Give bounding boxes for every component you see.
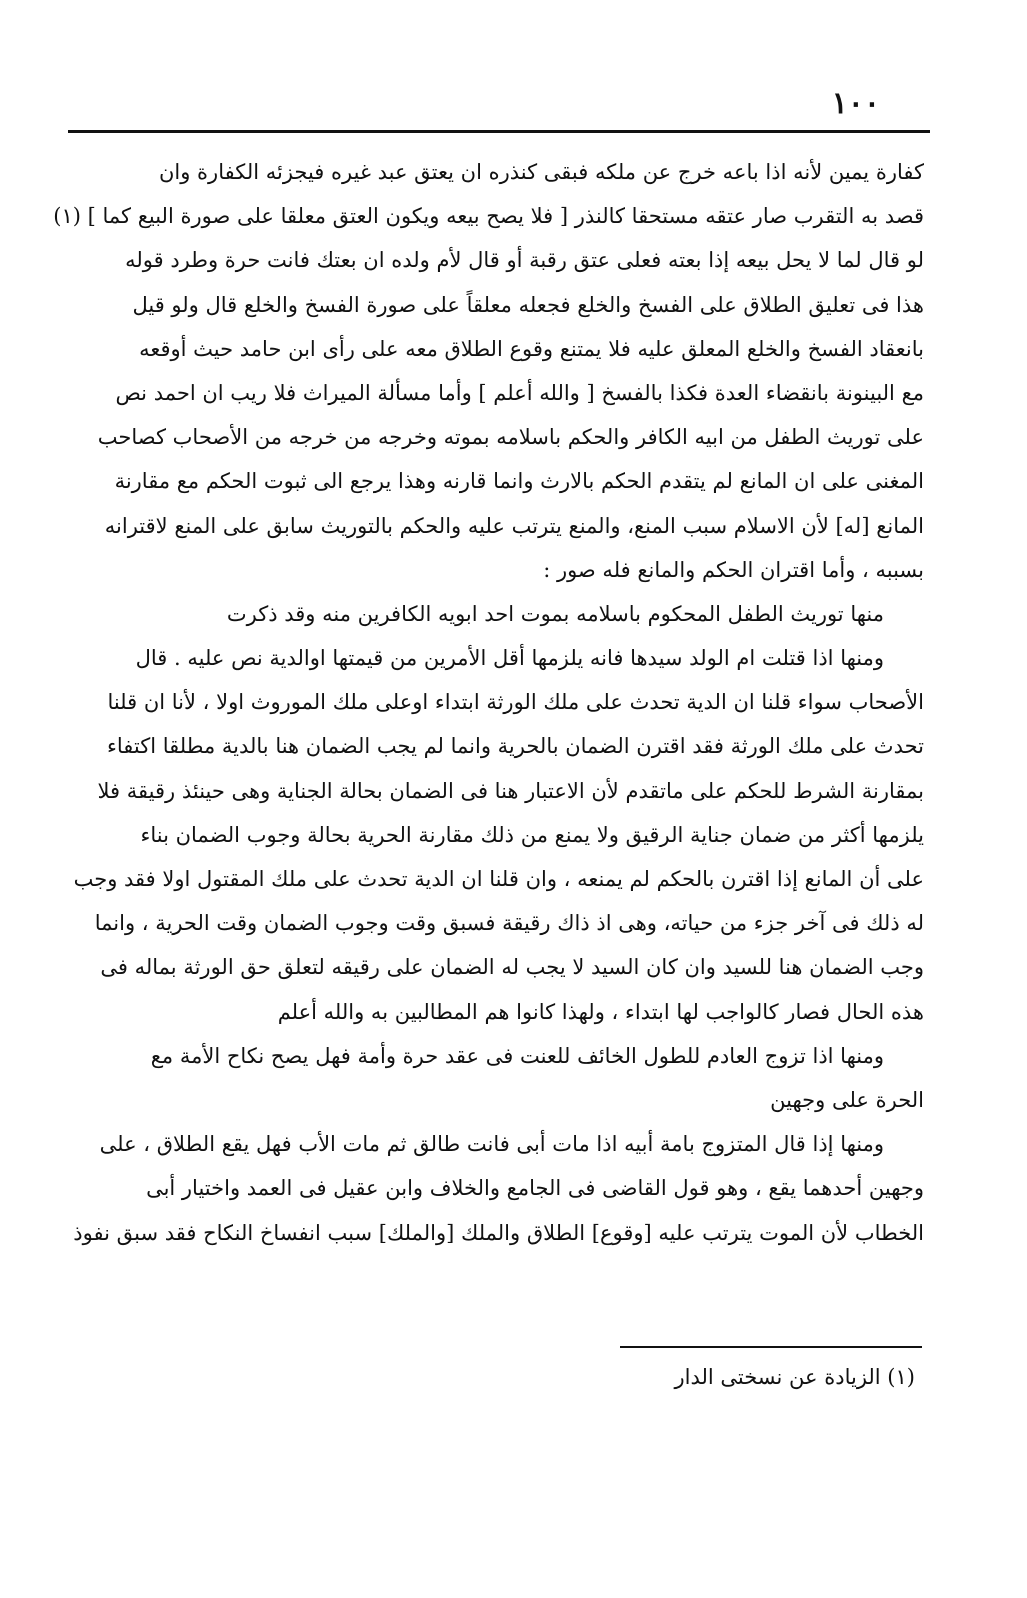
text-line: بمقارنة الشرط للحكم على ماتقدم لأن الاعتبار هنا فى الضمان بحالة الجناية وهى حينئذ رقيقة فلا — [97, 778, 924, 803]
header-rule — [68, 130, 930, 133]
text-line: المغنى على ان المانع لم يتقدم الحكم بالارث وانما قارنه وهذا يرجع الى ثبوت الحكم مع مقارنة — [114, 469, 924, 494]
text-line: لو قال لما لا يحل بيعه إذا بعته فعلى عتق رقبة أو قال لأم ولده ان بعتك فانت حرة وطرد قوله — [125, 248, 924, 273]
text-line: مع البينونة بانقضاء العدة فكذا بالفسخ [ والله أعلم ] وأما مسألة الميراث فلا ريب ان احمد نص — [115, 380, 924, 405]
text-line: كفارة يمين لأنه اذا باعه خرج عن ملكه فبقى كنذره ان يعتق عبد غيره فيجزئه الكفارة وان — [158, 160, 924, 184]
text-line: ومنها اذا قتلت ام الولد سيدها فانه يلزمها أقل الأمرين من قيمتها اوالدية نص عليه . قال — [135, 646, 884, 671]
text-line: بسببه ، وأما اقتران الحكم والمانع فله صور : — [543, 557, 924, 582]
text-line: تحدث على ملك الورثة فقد اقترن الضمان بالحرية وانما لم يجب الضمان هنا بالدية مطلقا اكتفاء — [107, 734, 924, 759]
text-line: قصد به التقرب صار عتقه مستحقا كالنذر [ فلا يصح بيعه ويكون العتق معلقا على صورة البيع كما ] (١) — [53, 204, 924, 229]
text-line: هذه الحال فصار كالواجب لها ابتداء ، ولهذا كانوا هم المطالبين به والله أعلم — [277, 999, 924, 1024]
text-line: منها توريث الطفل المحكوم باسلامه بموت احد ابويه الكافرين منه وقد ذكرت — [226, 601, 884, 626]
text-line: يلزمها أكثر من ضمان جناية الرقيق ولا يمنع من ذلك مقارنة الحرية بحالة وجوب الضمان بناء — [140, 822, 924, 847]
text-line: ومنها اذا تزوج العادم للطول الخائف للعنت فى عقد حرة وأمة فهل يصح نكاح الأمة مع — [150, 1043, 884, 1068]
text-line: الخطاب لأن الموت يترتب عليه [وقوع] الطلاق والملك [والملك] سبب انفساخ النكاح فقد سبق نفوذ — [73, 1220, 924, 1245]
footnote: (١) الزيادة عن نسختى الدار — [674, 1365, 915, 1389]
text-line: وجهين أحدهما يقع ، وهو قول القاضى فى الجامع والخلاف وابن عقيل فى العمد واختيار أبى — [146, 1176, 924, 1201]
text-line: هذا فى تعليق الطلاق على الفسخ والخلع فجعله معلقاً على صورة الفسخ والخلع قال ولو قيل — [132, 292, 924, 317]
text-line: المانع [له] لأن الاسلام سبب المنع، والمنع يترتب عليه والحكم بالتوريث سابق على المنع لاقترانه — [104, 513, 924, 538]
text-line: ومنها إذا قال المتزوج بامة أبيه اذا مات أبى فانت طالق ثم مات الأب فهل يقع الطلاق ، على — [99, 1132, 884, 1157]
footnote-rule — [620, 1346, 922, 1348]
text-line: على أن المانع إذا اقترن بالحكم لم يمنعه ، وان قلنا ان الدية تحدث على ملك المقتول اولا فقد وجب — [73, 867, 924, 891]
page-number: ١٠٠ — [831, 86, 880, 121]
text-line: الأصحاب سواء قلنا ان الدية تحدث على ملك الورثة ابتداء اوعلى ملك الموروث اولا ، لأنا ان قلنا — [107, 690, 924, 715]
body-text — [53, 150, 924, 1255]
text-line: على توريث الطفل من ابيه الكافر والحكم باسلامه بموته وخرجه من خرجه من الأصحاب كصاحب — [97, 425, 924, 450]
text-line: له ذلك فى آخر جزء من حياته، وهى اذ ذاك رقيقة فسبق وقت وجوب الضمان وقت الحرية ، وانما — [94, 911, 924, 936]
text-line: وجب الضمان هنا للسيد وان كان السيد لا يجب له الضمان على رقيقه لتعلق حق الورثة بماله فى — [100, 955, 924, 980]
text-line: الحرة على وجهين — [770, 1087, 924, 1112]
text-line: بانعقاد الفسخ والخلع المعلق عليه فلا يمتنع وقوع الطلاق معه على رأى ابن حامد حيث أوقعه — [139, 336, 924, 361]
